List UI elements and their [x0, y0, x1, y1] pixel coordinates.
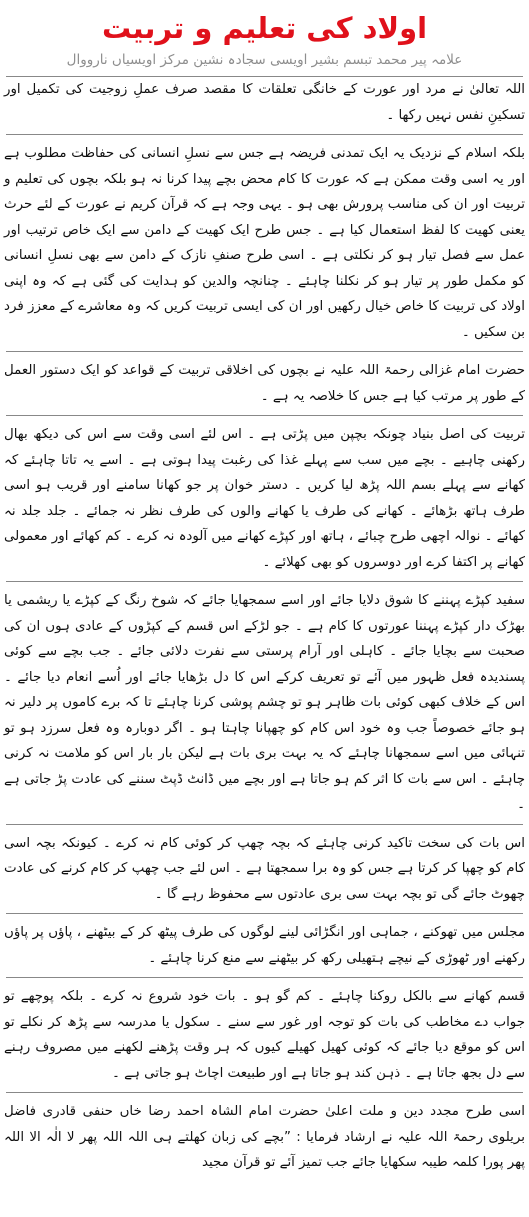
paragraph-clothing: سفید کپڑے پہننے کا شوق دلایا جائے اور اسے سمجھایا جائے کہ شوخ رنگ کے کپڑے یا ریشمی یا بھڑک دار کپڑے پہننا عورتوں کا کام ہے ۔ جو لڑکے اس قسم کے کپڑوں کے عادی ہوں ان کی صحبت سے بچایا جائے ۔ کاہلی اور آرام پرستی سے نفرت دلائی جائے ۔ جب بچے سے کوئی پسندیدہ فعل ظہور میں آئے تو تعریف کرکے اس کا دل بڑھایا جائے اور اُسے انعام دیا جائے ۔ اس کے خلاف کبھی کوئی بات ظاہر ہو تو چشم پوشی کرنا چاہئے تا کہ برے کاموں پر دلیر نہ ہو جائے خصوصاً جب وہ خود اس کام کو چھپانا چاہتا ہو ۔ اگر دوبارہ وہ فعل سرزد ہو تو تنہائی میں اسے سمجھانا چاہئے کہ یہ بہت بری بات ہے لیکن بار بار اس کو ملامت نہ کرنی چاہئے ۔ اس سے بات کا اثر کم ہو جاتا ہے اور بچے میں ڈانٹ ڈپٹ سننے کی عادت پڑ جاتی ہے ۔: [4, 593, 525, 812]
paragraph-gathering-manners: مجلس میں تھوکنے ، جماہی اور انگڑائی لینے لوگوں کی طرف پیٹھ کر کے بیٹھنے ، پاؤں پر پاؤں رکھنے اور ٹھوڑی کے نیچے ہتھیلی رکھ کر بیٹھنے سے منع کرنا چاہئے ۔: [4, 925, 525, 966]
divider: [6, 351, 523, 352]
paragraph-ala-hazrat: اسی طرح مجدد دین و ملت اعلیٰ حضرت امام الشاہ احمد رضا خاں حنفی قادری فاضل بریلوی رحمۃ اللہ علیہ نے ارشاد فرمایا : ”بچے کی زبان کھلتے ہی اللہ اللہ پھر لا الٰہ الا اللہ پھر پورا کلمہ طیبہ سکھایا جائے جب تمیز آئے تو قرآن مجید: [4, 1104, 525, 1170]
divider: [6, 415, 523, 416]
divider: [6, 977, 523, 978]
paragraph-ghazali: حضرت امام غزالی رحمۃ اللہ علیہ نے بچوں کی اخلاقی تربیت کے قواعد کو ایک دستور العمل کے طور پر مرتب کیا ہے جس کا خلاصہ یہ ہے ۔: [4, 363, 525, 404]
divider: [6, 1092, 523, 1093]
article-author: علامہ پیر محمد تبسم بشیر اویسی سجادہ نشین مرکز اویسیاں نارووال: [66, 52, 463, 68]
divider: [6, 581, 523, 582]
paragraph-secrecy: اس بات کی سخت تاکید کرنی چاہئے کہ بچہ چھپ کر کوئی کام نہ کرے ۔ کیونکہ بچہ اسی کام کو چھپا کر کرتا ہے جس کو وہ برا سمجھتا ہے ۔ اس لئے جب چھپ کر کام کرنے کی عادت چھوٹ جائے گی تو بچہ بہت سی بری عادتوں سے محفوظ رہے گا ۔: [4, 835, 525, 902]
divider: [6, 913, 523, 914]
paragraph-eating-manners: تربیت کی اصل بنیاد چونکہ بچپن میں پڑتی ہے ۔ اس لئے اسی وقت سے اس کی دیکھ بھال رکھنی چاہیے ۔ بچے میں سب سے پہلے غذا کی رغبت پیدا ہوتی ہے ۔ اسے یہ تاتا چاہئے کہ کھانے سے پہلے بسم اللہ پڑھ لیا کریں ۔ دستر خوان پر جو کھانا سامنے اور قریب ہو اسی طرف ہاتھ بڑھائے ۔ کھانے کی طرف یا کھانے والوں کی طرف نظر نہ جمائے ۔ جلد جلد نہ کھائے ۔ نوالہ اچھی طرح چبائے ، ہاتھ اور کپڑے کھانے میں آلودہ نہ کرے ۔ کم کھائے اور معمولی کھانے پر اکتفا کرے اور دوسروں کو بھی کھلائے ۔: [4, 427, 525, 570]
paragraph-intro: اللہ تعالیٰ نے مرد اور عورت کے خانگی تعلقات کا مقصد صرف عملِ زوجیت کی تکمیل اور تسکینِ نفس نہیں رکھا ۔: [4, 82, 525, 123]
paragraph-islam-view: بلکہ اسلام کے نزدیک یہ ایک تمدنی فریضہ ہے جس سے نسلِ انسانی کی حفاظت مطلوب ہے اور یہ اسی وقت ممکن ہے کہ عورت کا کام محض بچے پیدا کرنا نہ ہو بلکہ بچوں کی تعلیم و تربیت اور ان کی مناسب پرورش بھی ہو ۔ یہی وجہ ہے کہ قرآن کریم نے عورت کے لئے حرث یعنی کھیت کا لفظ استعمال کیا ہے ۔ جس طرح ایک کھیت کے دامن سے ایک خاص ترتیب اور عمل سے فصل تیار ہو کر نکلتی ہے ۔ اسی طرح صنفِ نازک کے دامن سے بھی نسلِ انسانی کو مکمل طور پر تیار ہو کر نکلنا چاہئے ۔ چنانچہ والدین کو ہدایت کی گئی ہے کہ وہ اپنی اولاد کی تربیت کا خاص خیال رکھیں اور ان کی ایسی تربیت کریں کہ وہ معاشرے کے معزز فرد بن سکیں ۔: [4, 146, 525, 340]
article-title: اولاد کی تعلیم و تربیت: [101, 11, 428, 45]
divider: [6, 824, 523, 825]
divider: [6, 134, 523, 135]
paragraph-speech-play: قسم کھانے سے بالکل روکنا چاہئے ۔ کم گو ہو ۔ بات خود شروع نہ کرے ۔ بلکہ پوچھے تو جواب دے مخاطب کی بات کو توجہ اور غور سے سنے ۔ سکول یا مدرسہ سے پڑھ کر نکلے تو اس کو موقع دیا جائے کہ کوئی کھیل کھیلے کیوں کہ ہر وقت پڑھنے لکھنے میں مصروف رہنے سے دل بجھ جاتا ہے ۔ ذہن کند ہو جاتا ہے اور طبیعت اچاٹ ہو جاتی ہے ۔: [4, 989, 525, 1081]
